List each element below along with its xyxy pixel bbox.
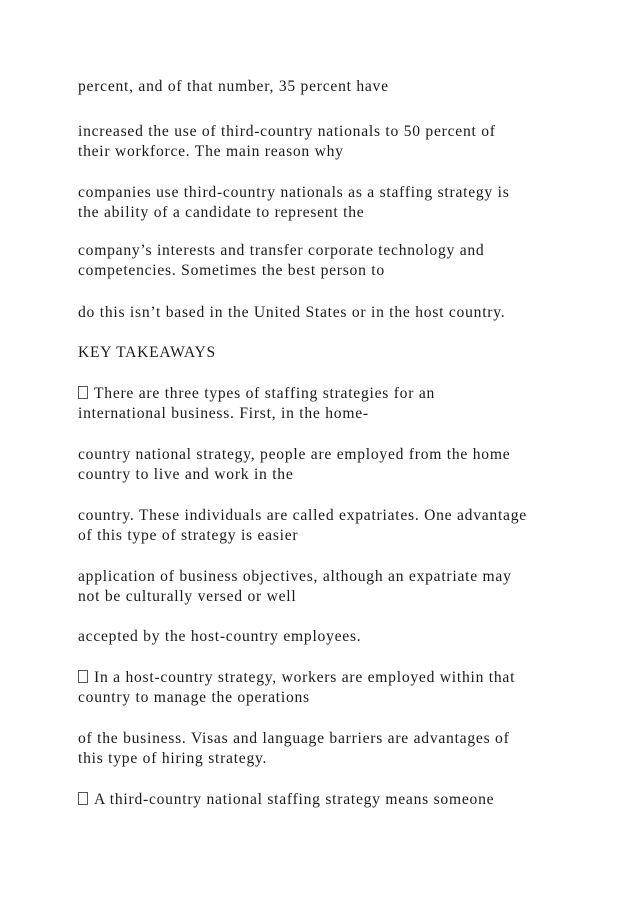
bullet-text: There are three types of staffing strategies for an xyxy=(94,385,436,402)
text-line: accepted by the host-country employees. xyxy=(78,628,362,645)
bullet-placeholder-icon xyxy=(78,670,88,683)
text-line: do this isn’t based in the United States or in the host country. xyxy=(78,304,506,321)
text-line: increased the use of third-country nationals to 50 percent of xyxy=(78,123,496,140)
text-line xyxy=(78,384,578,404)
text-line: country to live and work in the xyxy=(78,466,294,483)
bullet-placeholder-icon xyxy=(78,386,88,399)
text-line: not be culturally versed or well xyxy=(78,588,297,605)
text-line: this type of hiring strategy. xyxy=(78,750,268,767)
text-line: of the business. Visas and language barriers are advantages of xyxy=(78,730,510,747)
paragraph-9 xyxy=(78,567,578,607)
paragraph-4 xyxy=(78,241,578,281)
heading-text: KEY TAKEAWAYS xyxy=(78,344,216,361)
text-line xyxy=(78,668,578,688)
paragraph-1 xyxy=(78,77,578,97)
section-heading xyxy=(78,343,578,363)
paragraph-8 xyxy=(78,506,578,546)
bullet-text: In a host-country strategy, workers are employed within that xyxy=(94,669,516,686)
text-line: the ability of a candidate to represent the xyxy=(78,204,365,221)
text-line: companies use third-country nationals as a staffing strategy is xyxy=(78,184,510,201)
text-line: competencies. Sometimes the best person to xyxy=(78,262,385,279)
text-line xyxy=(78,790,578,810)
paragraph-5 xyxy=(78,303,578,323)
text-line: company’s interests and transfer corporate technology and xyxy=(78,242,485,259)
bullet-item-1 xyxy=(78,384,578,424)
text-line: percent, and of that number, 35 percent have xyxy=(78,78,389,95)
paragraph-2 xyxy=(78,122,578,162)
paragraph-3 xyxy=(78,183,578,223)
text-line: country national strategy, people are employed from the home xyxy=(78,446,511,463)
paragraph-10 xyxy=(78,627,578,647)
text-line: country to manage the operations xyxy=(78,689,310,706)
text-line: application of business objectives, although an expatriate may xyxy=(78,568,512,585)
text-line: country. These individuals are called expatriates. One advantage xyxy=(78,507,527,524)
text-line: of this type of strategy is easier xyxy=(78,527,299,544)
paragraph-12 xyxy=(78,729,578,769)
paragraph-7 xyxy=(78,445,578,485)
text-line: international business. First, in the home- xyxy=(78,405,369,422)
bullet-text: A third-country national staffing strategy means someone xyxy=(94,791,495,808)
bullet-item-3 xyxy=(78,790,578,810)
bullet-item-2 xyxy=(78,668,578,708)
bullet-placeholder-icon xyxy=(78,792,88,805)
text-line: their workforce. The main reason why xyxy=(78,143,344,160)
